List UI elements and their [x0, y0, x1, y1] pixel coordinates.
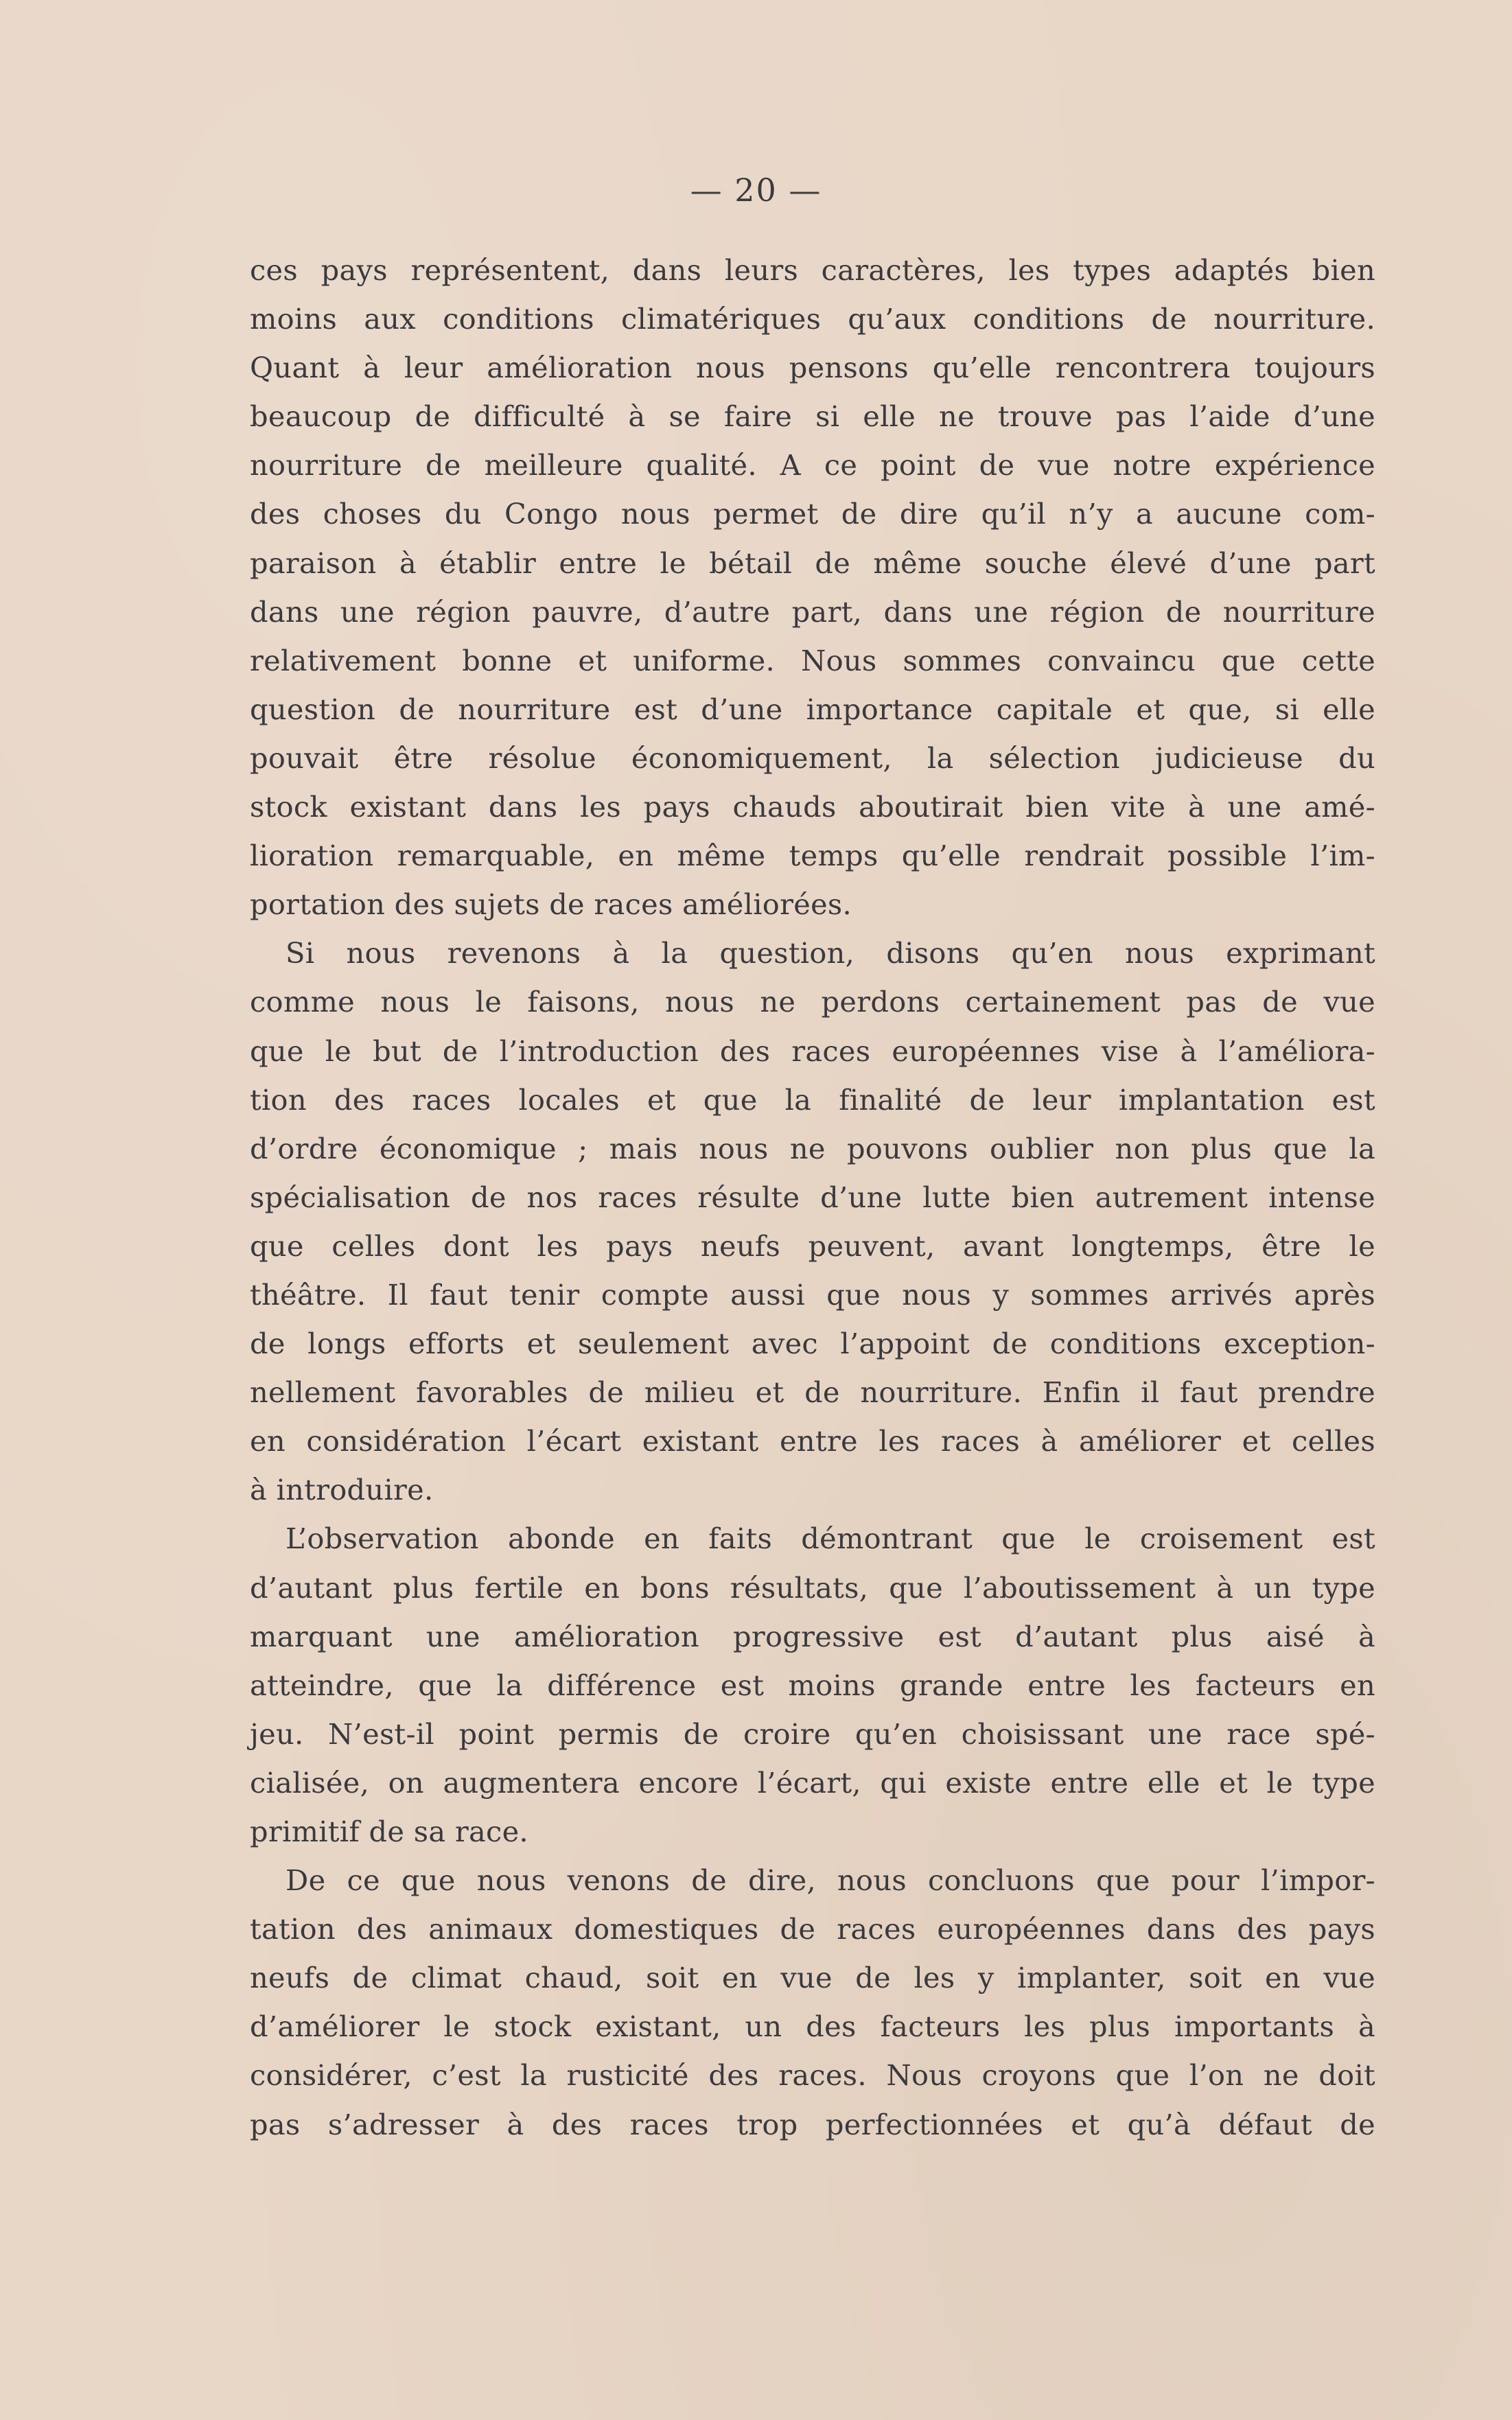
- text-line: dans une région pauvre, d’autre part, dans une région de nourriture: [250, 594, 1375, 629]
- text-line: en considération l’écart existant entre les races à améliorer et celles: [250, 1424, 1375, 1458]
- text-line: beaucoup de difficulté à se faire si elle ne trouve pas l’aide d’une: [250, 399, 1375, 434]
- text-line: de longs efforts et seulement avec l’appoint de conditions exception-: [250, 1327, 1375, 1361]
- text-line: moins aux conditions climatériques qu’aux conditions de nourriture.: [250, 302, 1375, 336]
- text-line: théâtre. Il faut tenir compte aussi que nous y sommes arrivés après: [250, 1277, 1375, 1312]
- page-number: — 20 —: [690, 172, 822, 209]
- text-line: lioration remarquable, en même temps qu’elle rendrait possible l’im-: [250, 839, 1375, 873]
- text-line: question de nourriture est d’une importance capitale et que, si elle: [250, 692, 1375, 726]
- text-line: jeu. N’est-il point permis de croire qu’en choisissant une race spé-: [250, 1717, 1375, 1751]
- text-line: que celles dont les pays neufs peuvent, avant longtemps, être le: [250, 1229, 1375, 1263]
- text-line: marquant une amélioration progressive est d’autant plus aisé à: [250, 1619, 1375, 1653]
- text-line: primitif de sa race.: [250, 1815, 528, 1848]
- text-line: nellement favorables de milieu et de nourriture. Enfin il faut prendre: [250, 1375, 1375, 1410]
- text-line: d’autant plus fertile en bons résultats, que l’aboutissement à un type: [250, 1570, 1375, 1605]
- text-line: pas s’adresser à des races trop perfectionnées et qu’à défaut de: [250, 2107, 1375, 2141]
- text-line: que le but de l’introduction des races européennes vise à l’améliora-: [250, 1034, 1375, 1068]
- text-line: atteindre, que la différence est moins grande entre les facteurs en: [250, 1668, 1375, 1702]
- body-text: [250, 246, 1375, 2149]
- text-line: De ce que nous venons de dire, nous concluons que pour l’impor-: [286, 1863, 1375, 1898]
- text-line: spécialisation de nos races résulte d’une lutte bien autrement intense: [250, 1180, 1375, 1214]
- text-line: à introduire.: [250, 1473, 434, 1507]
- text-line: pouvait être résolue économiquement, la sélection judicieuse du: [250, 741, 1375, 775]
- text-line: Quant à leur amélioration nous pensons qu’elle rencontrera toujours: [250, 351, 1375, 385]
- text-line: comme nous le faisons, nous ne perdons certainement pas de vue: [250, 985, 1375, 1019]
- text-line: neufs de climat chaud, soit en vue de les y implanter, soit en vue: [250, 1961, 1375, 1995]
- text-line: stock existant dans les pays chauds aboutirait bien vite à une amé-: [250, 790, 1375, 824]
- text-line: Si nous revenons à la question, disons qu’en nous exprimant: [286, 936, 1375, 970]
- text-line: portation des sujets de races améliorées.: [250, 887, 852, 922]
- text-line: L’observation abonde en faits démontrant que le croisement est: [286, 1522, 1375, 1556]
- text-line: tion des races locales et que la finalité de leur implantation est: [250, 1082, 1375, 1117]
- text-line: tation des animaux domestiques de races européennes dans des pays: [250, 1912, 1375, 1946]
- text-line: des choses du Congo nous permet de dire qu’il n’y a aucune com-: [250, 497, 1375, 531]
- text-line: considérer, c’est la rusticité des races. Nous croyons que l’on ne doit: [250, 2058, 1375, 2093]
- text-line: ces pays représentent, dans leurs caractères, les types adaptés bien: [250, 253, 1375, 287]
- text-line: d’ordre économique ; mais nous ne pouvons oublier non plus que la: [250, 1131, 1375, 1165]
- text-line: nourriture de meilleure qualité. A ce point de vue notre expérience: [250, 448, 1375, 482]
- text-line: d’améliorer le stock existant, un des facteurs les plus importants à: [250, 2010, 1375, 2044]
- text-line: paraison à établir entre le bétail de même souche élevé d’une part: [250, 546, 1375, 580]
- text-line: relativement bonne et uniforme. Nous sommes convaincu que cette: [250, 643, 1375, 677]
- text-line: cialisée, on augmentera encore l’écart, qui existe entre elle et le type: [250, 1765, 1375, 1800]
